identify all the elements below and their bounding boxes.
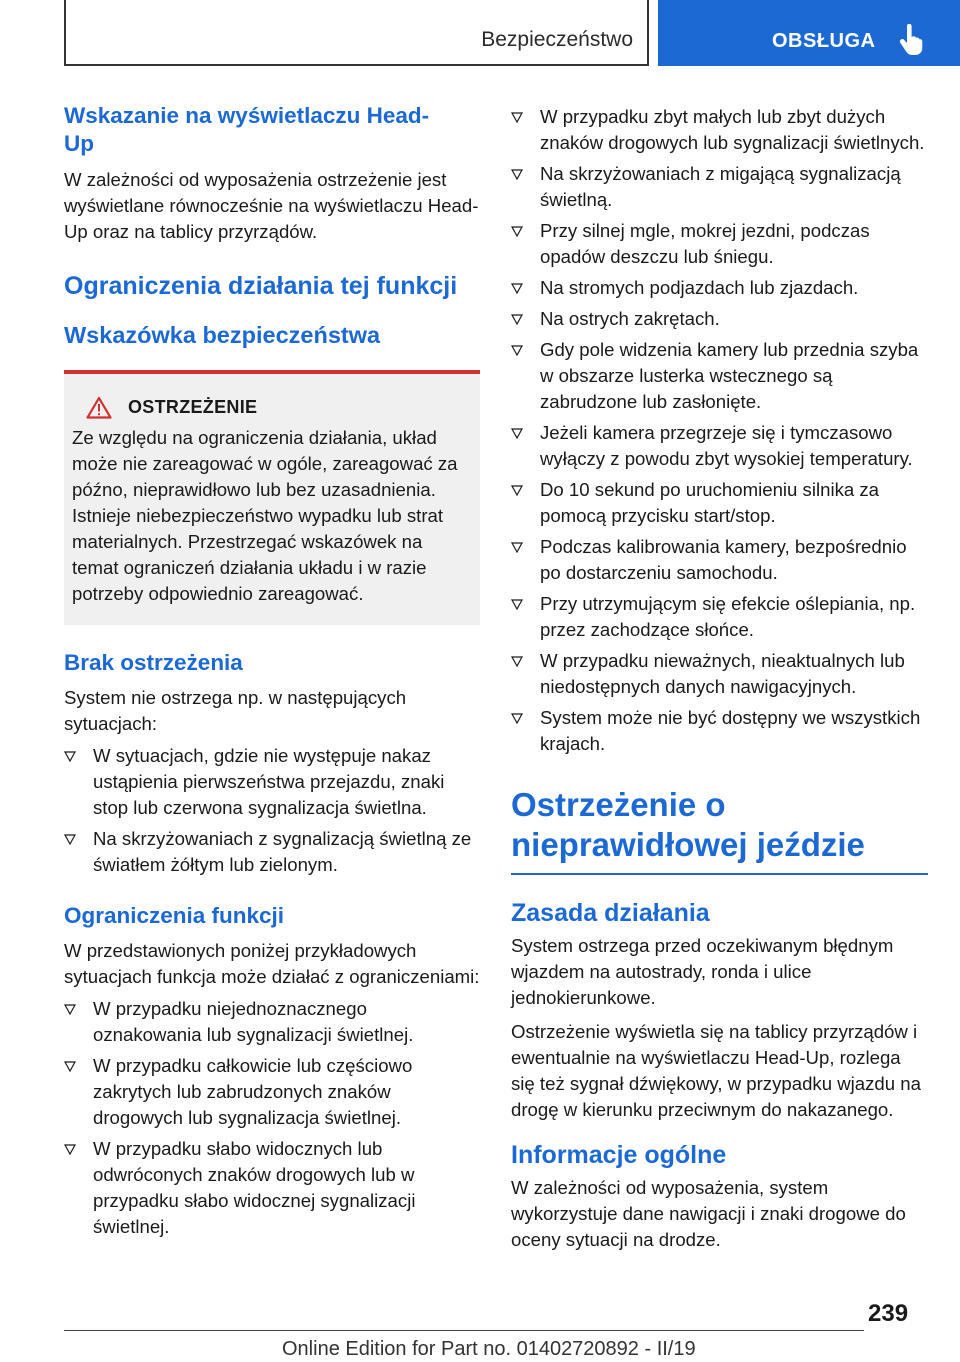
hud-text: W zależności od wyposażenia ostrzeżenie jest wyświetlane równocześnie na wyświetlaczu Head-Up oraz na tablicy przyrządów. [64, 169, 479, 242]
list-item-text: Jeżeli kamera przegrzeje się i tymczasowo wyłączy z powodu zbyt wysokiej temperatury. [540, 422, 913, 469]
bullet-triangle-icon [511, 226, 523, 237]
warning-triangle-icon [86, 396, 112, 419]
func-limits-title: Ograniczenia funkcji [64, 903, 285, 928]
no-warning-title: Brak ostrzeżenia [64, 650, 243, 675]
list-item-text: Gdy pole widzenia kamery lub przednia szyba w obszarze lusterka wstecznego są zabrudzone lub zasłonięte. [540, 339, 919, 412]
warning-head [72, 396, 468, 419]
list-item [511, 218, 928, 270]
list-item-text: W sytuacjach, gdzie nie występuje nakaz ustąpienia pierwszeństwa przejazdu, znaki stop lub czerwona sygnalizacja świetlna. [93, 745, 445, 818]
bullet-triangle-icon [511, 345, 523, 356]
list-item [511, 275, 928, 301]
bullet-triangle-icon [64, 1004, 76, 1015]
list-item [511, 104, 928, 156]
list-item-text: Przy silnej mgle, mokrej jezdni, podczas opadów deszczu lub śniegu. [540, 220, 870, 267]
list-item-text: Przy utrzymującym się efekcie oślepiania, np. przez zachodzące słońce. [540, 593, 916, 640]
limits-title: Ograniczenia działania tej funkcji [64, 272, 458, 300]
list-item-text: W przypadku niejednoznacznego oznakowania lub sygnalizacji świetlnej. [93, 998, 414, 1045]
warning-box [64, 370, 480, 625]
list-item [511, 477, 928, 529]
func-limits-list [64, 996, 480, 1240]
list-item-text: W przypadku nieważnych, nieaktualnych lub niedostępnych danych nawigacyjnych. [540, 650, 905, 697]
bullet-triangle-icon [64, 1144, 76, 1155]
list-item-text: Podczas kalibrowania kamery, bezpośrednio po dostarczeniu samochodu. [540, 536, 907, 583]
list-item [511, 337, 928, 415]
no-warning-text: System nie ostrzega np. w następujących sytuacjach: [64, 687, 407, 734]
principle-title: Zasada działania [511, 899, 710, 927]
bullet-triangle-icon [511, 428, 523, 439]
bullet-triangle-icon [511, 283, 523, 294]
bullet-triangle-icon [64, 834, 76, 845]
bullet-triangle-icon [64, 1061, 76, 1072]
hud-title-line-2: Up [64, 131, 94, 156]
chapter-title: OBSŁUGA [772, 30, 876, 52]
bullet-triangle-icon [511, 314, 523, 325]
list-item-text: Na stromych podjazdach lub zjazdach. [540, 277, 859, 298]
list-item [511, 648, 928, 700]
list-item [511, 420, 928, 472]
list-item-text: Do 10 sekund po uruchomieniu silnika za pomocą przycisku start/stop. [540, 479, 880, 526]
header-section-box [64, 0, 649, 66]
principle-text-2: Ostrzeżenie wyświetla się na tablicy przyrządów i ewentualnie na wyświetlaczu Head-Up, rozlega się też sygnał dźwiękowy, w przypadku wjazdu na drogę w kierunku przeciwnym do nakazanego. [511, 1021, 921, 1120]
list-item [511, 534, 928, 586]
page-number: 239 [868, 1300, 909, 1327]
list-item [64, 826, 480, 878]
bullet-triangle-icon [511, 599, 523, 610]
footer-divider [64, 1330, 864, 1331]
bullet-triangle-icon [64, 751, 76, 762]
bullet-triangle-icon [511, 485, 523, 496]
chapter-heading [511, 785, 928, 865]
general-title: Informacje ogólne [511, 1141, 727, 1169]
list-item-text: W przypadku słabo widocznych lub odwróconych znaków drogowych lub w przypadku słabo widocznej sygnalizacji świetlnej. [93, 1138, 416, 1237]
list-item-text: W przypadku całkowicie lub częściowo zakrytych lub zabrudzonych znaków drogowych lub sygnalizacja świetlnej. [93, 1055, 413, 1128]
list-item [511, 161, 928, 213]
hand-pointer-icon [898, 24, 924, 56]
list-item [511, 306, 928, 332]
hud-title-line-1: Wskazanie na wyświetlaczu Head- [64, 103, 430, 128]
bullet-triangle-icon [511, 112, 523, 123]
bullet-triangle-icon [511, 713, 523, 724]
footer-edition: Online Edition for Part no. 01402720892 - II/19 [282, 1338, 696, 1360]
chapter-heading-line-2: nieprawidłowej jeździe [511, 826, 865, 863]
bullet-triangle-icon [511, 656, 523, 667]
bullet-triangle-icon [511, 542, 523, 553]
list-item [64, 1136, 480, 1240]
list-item-text: Na skrzyżowaniach z migającą sygnalizacją świetlną. [540, 163, 901, 210]
warning-title: OSTRZEŻENIE [128, 397, 258, 417]
list-item [511, 705, 928, 757]
safety-title: Wskazówka bezpieczeństwa [64, 322, 381, 348]
bullet-triangle-icon [511, 169, 523, 180]
chapter-divider [511, 873, 928, 875]
list-item-text: System może nie być dostępny we wszystkich krajach. [540, 707, 921, 754]
chapter-heading-line-1: Ostrzeżenie o [511, 786, 726, 823]
left-column [64, 100, 480, 1240]
list-item-text: Na skrzyżowaniach z sygnalizacją świetlną ze światłem żółtym lub zielonym. [93, 828, 472, 875]
list-item [511, 591, 928, 643]
hud-title [64, 102, 480, 158]
header-chapter-tab[interactable] [658, 0, 960, 66]
list-item-text: W przypadku zbyt małych lub zbyt dużych znaków drogowych lub sygnalizacji świetlnych. [540, 106, 925, 153]
func-limits-list-continued [511, 104, 928, 757]
general-text: W zależności od wyposażenia, system wykorzystuje dane nawigacji i znaki drogowe do oceny sytuacji na drodze. [511, 1177, 906, 1250]
warning-text: Ze względu na ograniczenia działania, układ może nie zareagować w ogóle, zareagować za późno, nieprawidłowo lub bez uzasadnienia. Istnieje niebezpieczeństwo wypadku lub strat materialnych. Przestrzegać wskazówek na temat ograniczeń działania układu i w razie potrzeby odpowiednio zareagować. [72, 427, 458, 604]
section-title: Bezpieczeństwo [481, 28, 633, 51]
list-item [64, 1053, 480, 1131]
list-item [64, 743, 480, 821]
principle-text-1: System ostrzega przed oczekiwanym błędnym wjazdem na autostrady, ronda i ulice jednokierunkowe. [511, 935, 894, 1008]
list-item [64, 996, 480, 1048]
no-warning-list [64, 743, 480, 878]
right-column [511, 104, 928, 1253]
func-limits-text: W przedstawionych poniżej przykładowych sytuacjach funkcja może działać z ograniczeniami: [64, 940, 480, 987]
list-item-text: Na ostrych zakrętach. [540, 308, 720, 329]
